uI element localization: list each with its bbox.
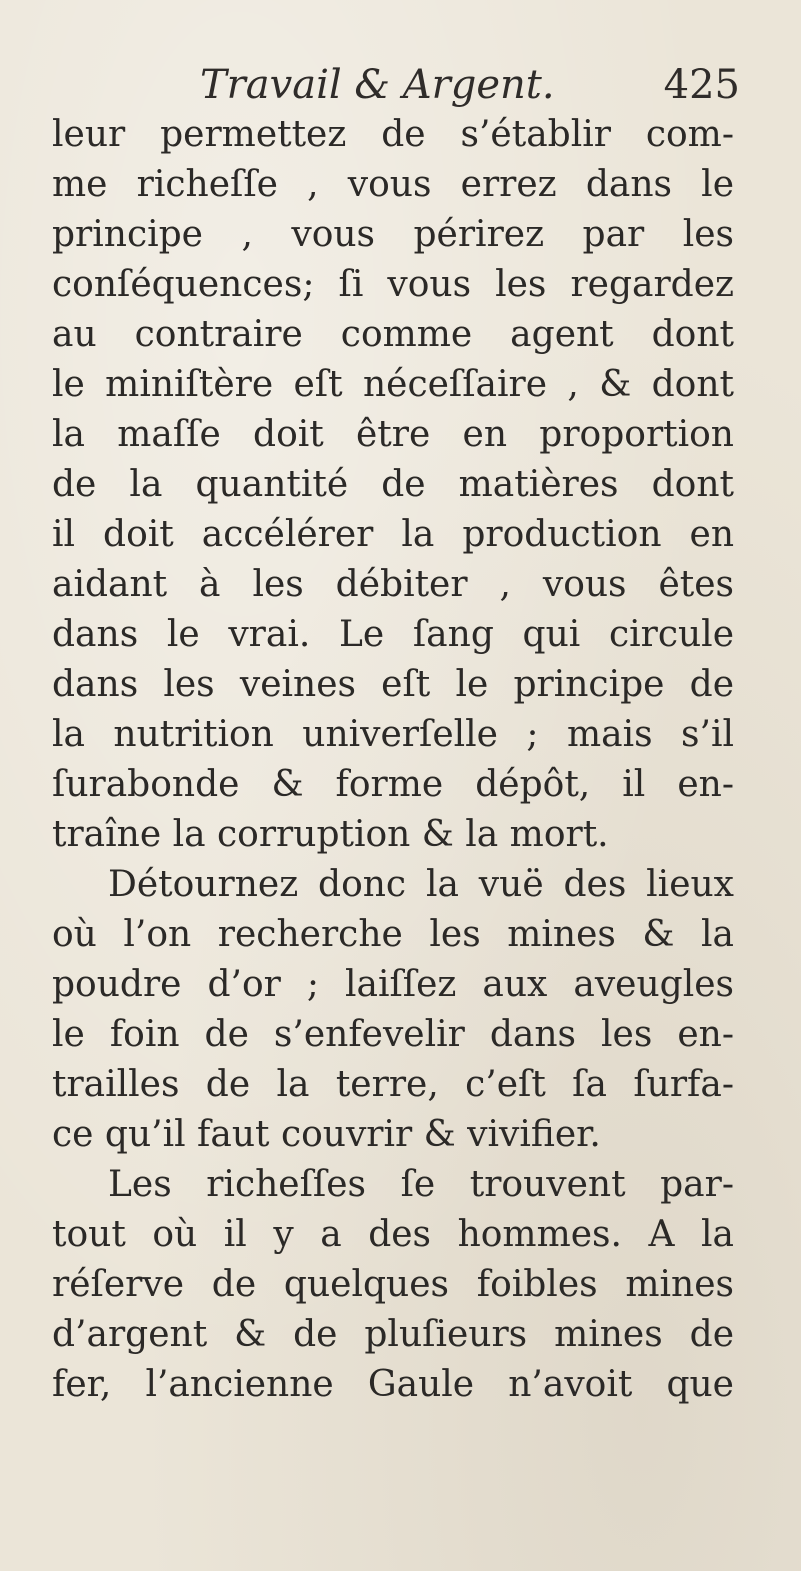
running-head — [200, 62, 740, 106]
text-line: tout où il y a des hommes. A la — [52, 1214, 734, 1255]
text-line: où l’on recherche les mines & la — [52, 914, 734, 955]
running-title: Travail & Argent. — [200, 62, 555, 108]
text-line: fer, l’ancienne Gaule n’avoit que — [52, 1364, 734, 1405]
text-line: aidant à les débiter , vous êtes — [52, 564, 734, 605]
text-line: la maſſe doit être en proportion — [52, 414, 734, 455]
text-line: de la quantité de matières dont — [52, 464, 734, 505]
text-line: réſerve de quelques foibles mines — [52, 1264, 734, 1305]
text-line: ſurabonde & forme dépôt, il en- — [52, 764, 734, 805]
text-line: traîne la corruption & la mort. — [52, 814, 609, 855]
text-line: le miniſtère eſt néceſſaire , & dont — [52, 364, 734, 405]
text-line: d’argent & de pluſieurs mines de — [52, 1314, 734, 1355]
body-text — [52, 110, 734, 1410]
text-line: trailles de la terre, c’eſt ſa ſurfa- — [52, 1064, 734, 1105]
text-line: poudre d’or ; laiſſez aux aveugles — [52, 964, 734, 1005]
text-line: dans les veines eſt le principe de — [52, 664, 734, 705]
text-line: ce qu’il faut couvrir & vivifier. — [52, 1114, 601, 1155]
text-line: la nutrition univerſelle ; mais s’il — [52, 714, 734, 755]
text-line: principe , vous périrez par les — [52, 214, 734, 255]
text-line: le foin de s’enfevelir dans les en- — [52, 1014, 734, 1055]
text-line: Les richeſſes ſe trouvent par- — [108, 1164, 734, 1205]
text-line: il doit accélérer la production en — [52, 514, 734, 555]
page-number: 425 — [663, 62, 740, 108]
text-line: leur permettez de s’établir com- — [52, 114, 734, 155]
text-line: conſéquences; ſi vous les regardez — [52, 264, 734, 305]
text-line: dans le vrai. Le ſang qui circule — [52, 614, 734, 655]
text-line: au contraire comme agent dont — [52, 314, 734, 355]
text-line: me richeſſe , vous errez dans le — [52, 164, 734, 205]
text-line: Détournez donc la vuë des lieux — [108, 864, 734, 905]
